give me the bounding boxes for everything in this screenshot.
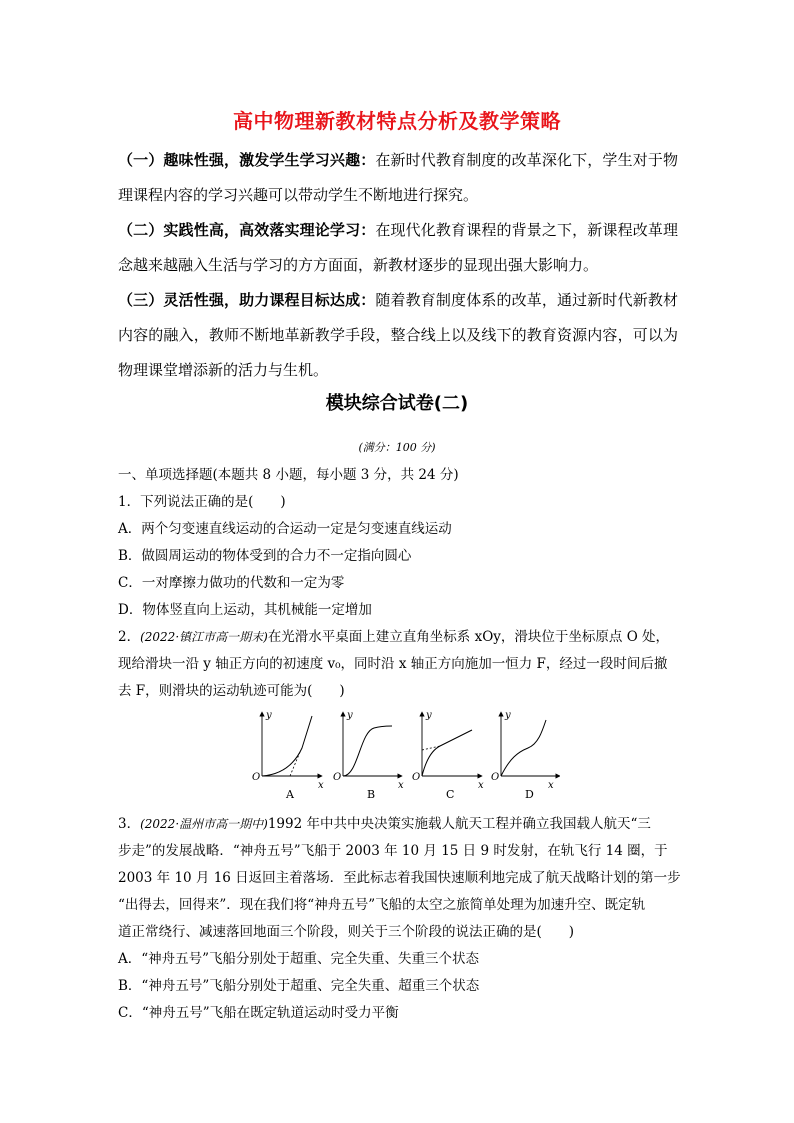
q2-graphs	[240, 708, 560, 803]
graph-c-label: C	[446, 788, 455, 801]
graph-c-curve	[422, 730, 472, 776]
q3-line-1	[118, 811, 680, 838]
graph-a-y-label: y	[266, 710, 272, 721]
graph-a	[262, 714, 320, 776]
q3-line-4: “出得去，回得来”．现在我们将“神舟五号”飞船的太空之旅简单处理为加速升空、既定轨	[118, 897, 646, 913]
q3-option-c: C．“神舟五号”飞船在既定轨道运动时受力平衡	[118, 1005, 399, 1021]
graph-c-origin: O	[412, 772, 421, 783]
q2-source: (2022·镇江市高一期末)	[140, 630, 268, 644]
graph-c-y-label: y	[426, 710, 432, 721]
q1-option-d: D．物体竖直向上运动，其机械能一定增加	[118, 602, 372, 618]
graph-a-curve	[262, 716, 312, 776]
graph-a-x-label: x	[318, 780, 324, 791]
graph-d-y-label: y	[505, 710, 511, 721]
q2-graphs-svg	[240, 708, 560, 803]
graph-d-curve	[501, 720, 546, 776]
graph-b-y-label: y	[347, 710, 353, 721]
graph-d-label: D	[525, 788, 534, 801]
q3-line-2: 步走”的发展战略．“神舟五号”飞船于 2003 年 10 月 15 日 9 时发射，在轨飞行 14 圈，于	[118, 843, 668, 859]
graph-d-x-label: x	[548, 780, 554, 791]
q1-option-c: C．一对摩擦力做功的代数和一定为零	[118, 575, 345, 591]
q3-number: 3．	[118, 816, 141, 832]
section-heading: 一、单项选择题(本题共 8 小题，每小题 3 分，共 24 分)	[118, 467, 459, 483]
q3-option-a: A．“神舟五号”飞船分别处于超重、完全失重、失重三个状态	[118, 951, 480, 967]
graph-c-x-label: x	[478, 780, 484, 791]
exam-score: (满分：100 分)	[358, 441, 436, 454]
q3-text-1: 1992 年中共中央决策实施载人航天工程并确立我国载人航天“三	[267, 816, 651, 832]
q1-stem: 1．下列说法正确的是( )	[118, 494, 286, 510]
graph-b-curve	[343, 726, 392, 776]
intro-paragraph-1	[118, 143, 678, 213]
q1-option-b: B．做圆周运动的物体受到的合力不一定指向圆心	[118, 548, 412, 564]
graph-a-label: A	[286, 788, 294, 801]
graph-c	[422, 714, 480, 776]
intro-paragraph-2	[118, 213, 678, 283]
q2-line-3: 去 F，则滑块的运动轨迹可能为( )	[118, 683, 345, 699]
exam-title: 模块综合试卷(二)	[325, 393, 469, 414]
q3-line-5: 道正常绕行、减速落回地面三个阶段，则关于三个阶段的说法正确的是( )	[118, 924, 575, 940]
q3-source: (2022·温州市高一期中)	[140, 817, 268, 831]
graph-b-label: B	[367, 788, 376, 801]
intro-lead-2: （二）实践性高，高效落实理论学习：	[118, 221, 376, 239]
intro-body-1: 在新时代教育制度的改革深化下，学生对于物理课程内容的学习兴趣可以带动学生不断地进行探究。	[118, 151, 678, 204]
graph-a-origin: O	[252, 772, 261, 783]
graph-b-x-label: x	[398, 780, 404, 791]
q3-option-b: B．“神舟五号”飞船分别处于超重、完全失重、超重三个状态	[118, 978, 480, 994]
q2-line-2: 现给滑块一沿 y 轴正方向的初速度 v₀，同时沿 x 轴正方向施加一恒力 F，经过一段时间后撤	[118, 656, 668, 672]
q3-line-3: 2003 年 10 月 16 日返回主着落场．至此标志着我国快速顺利地完成了航天战略计划的第一步	[118, 870, 681, 886]
intro-lead-1: （一）趣味性强，激发学生学习兴趣：	[118, 151, 376, 169]
page-title: 高中物理新教材特点分析及教学策略	[233, 109, 561, 133]
q1-option-a: A．两个匀变速直线运动的合运动一定是匀变速直线运动	[118, 521, 452, 537]
graph-d-origin: O	[491, 772, 500, 783]
intro-lead-3: （三）灵活性强，助力课程目标达成：	[118, 291, 376, 309]
graph-b	[343, 714, 400, 776]
q2-line-1	[118, 624, 680, 651]
intro-body-3: 随着教育制度体系的改革，通过新时代新教材内容的融入，教师不断地革新教学手段，整合线上以及线下的教育资源内容，可以为物理课堂增添新的活力与生机。	[118, 291, 678, 379]
q2-number: 2．	[118, 629, 141, 645]
intro-paragraph-3	[118, 283, 678, 388]
graph-d	[501, 714, 558, 776]
intro-body-2: 在现代化教育课程的背景之下，新课程改革理念越来越融入生活与学习的方方面面，新教材逐步的显现出强大影响力。	[118, 221, 678, 274]
q2-text-1: 在光滑水平桌面上建立直角坐标系 xOy，滑块位于坐标原点 O 处，	[267, 629, 670, 645]
graph-b-origin: O	[333, 772, 342, 783]
